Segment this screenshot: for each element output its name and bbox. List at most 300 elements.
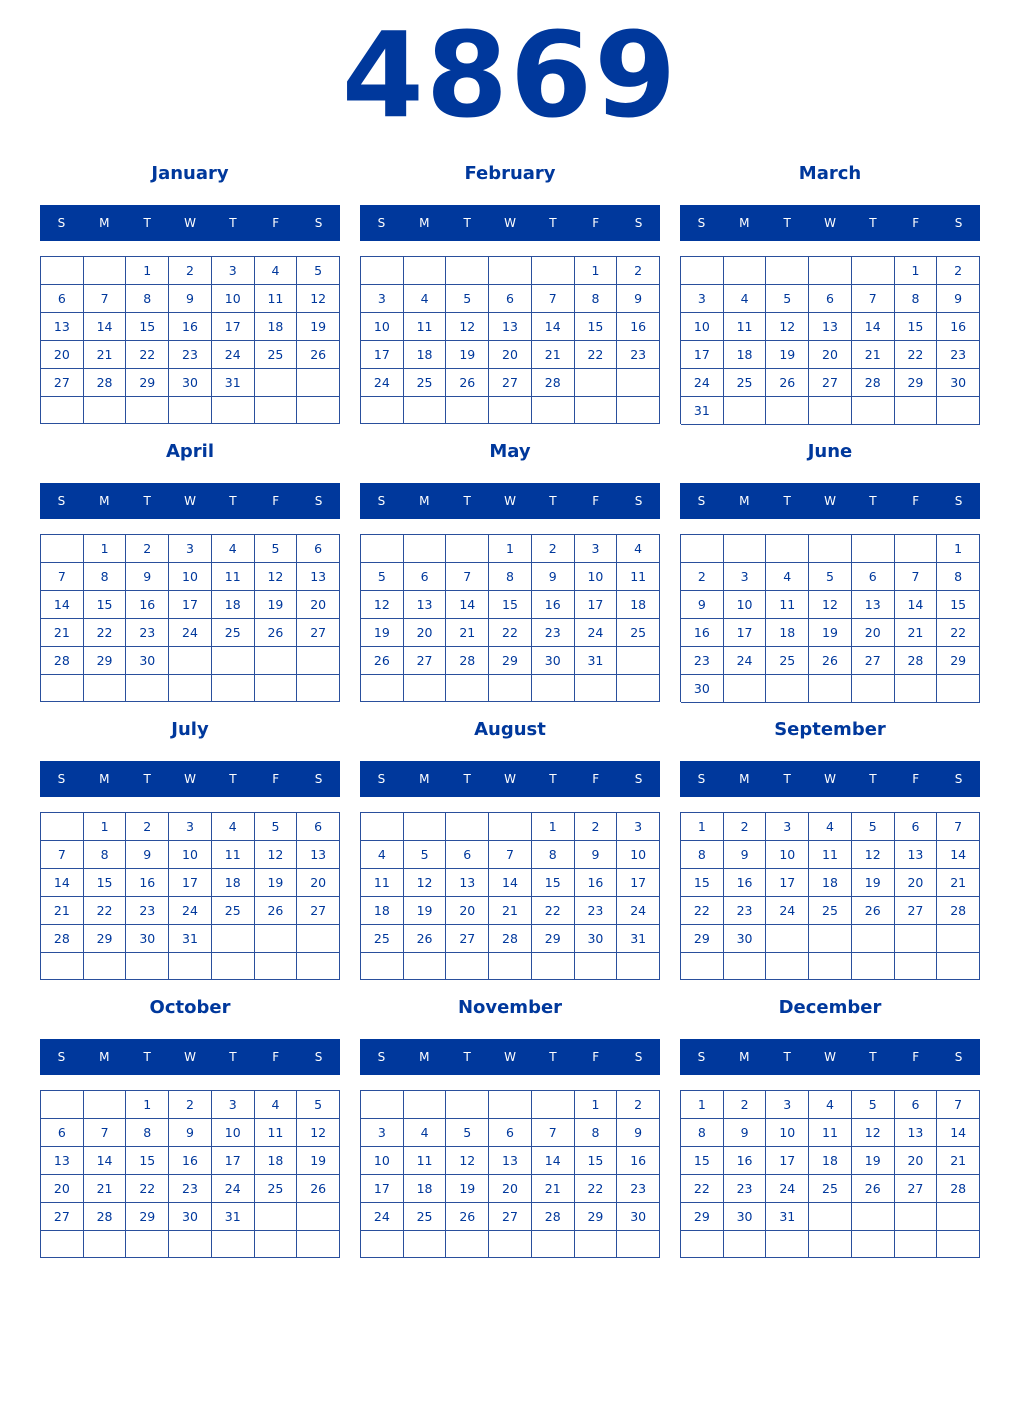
day-cell[interactable]: 18: [404, 341, 447, 369]
day-cell[interactable]: 22: [681, 1175, 724, 1203]
day-cell[interactable]: 5: [297, 1091, 340, 1119]
day-cell[interactable]: 23: [681, 647, 724, 675]
day-cell[interactable]: 25: [809, 1175, 852, 1203]
day-cell[interactable]: 11: [809, 1119, 852, 1147]
day-cell[interactable]: 23: [617, 341, 660, 369]
day-cell[interactable]: 28: [41, 925, 84, 953]
day-cell[interactable]: 14: [41, 869, 84, 897]
day-cell[interactable]: 14: [532, 313, 575, 341]
day-cell[interactable]: 13: [446, 869, 489, 897]
day-cell[interactable]: 8: [489, 563, 532, 591]
day-cell[interactable]: 22: [84, 897, 127, 925]
day-cell[interactable]: 1: [681, 1091, 724, 1119]
day-cell[interactable]: 10: [766, 1119, 809, 1147]
day-cell[interactable]: 19: [297, 313, 340, 341]
day-cell[interactable]: 24: [766, 897, 809, 925]
day-cell[interactable]: 19: [255, 591, 298, 619]
day-cell[interactable]: 21: [84, 1175, 127, 1203]
day-cell[interactable]: 25: [766, 647, 809, 675]
day-cell[interactable]: 6: [489, 285, 532, 313]
day-cell[interactable]: 19: [446, 1175, 489, 1203]
day-cell[interactable]: 16: [724, 869, 767, 897]
day-cell[interactable]: 7: [41, 841, 84, 869]
day-cell[interactable]: 16: [681, 619, 724, 647]
day-cell[interactable]: 17: [212, 1147, 255, 1175]
day-cell[interactable]: 15: [84, 591, 127, 619]
day-cell[interactable]: 4: [724, 285, 767, 313]
day-cell[interactable]: 18: [766, 619, 809, 647]
day-cell[interactable]: 20: [895, 1147, 938, 1175]
day-cell[interactable]: 14: [84, 1147, 127, 1175]
day-cell[interactable]: 25: [212, 619, 255, 647]
day-cell[interactable]: 28: [84, 1203, 127, 1231]
day-cell[interactable]: 13: [404, 591, 447, 619]
day-cell[interactable]: 5: [852, 1091, 895, 1119]
day-cell[interactable]: 28: [41, 647, 84, 675]
day-cell[interactable]: 13: [895, 841, 938, 869]
day-cell[interactable]: 16: [724, 1147, 767, 1175]
day-cell[interactable]: 24: [169, 619, 212, 647]
day-cell[interactable]: 11: [766, 591, 809, 619]
day-cell[interactable]: 20: [404, 619, 447, 647]
day-cell[interactable]: 2: [126, 535, 169, 563]
day-cell[interactable]: 26: [404, 925, 447, 953]
day-cell[interactable]: 12: [297, 1119, 340, 1147]
day-cell[interactable]: 17: [766, 1147, 809, 1175]
day-cell[interactable]: 3: [681, 285, 724, 313]
day-cell[interactable]: 6: [446, 841, 489, 869]
day-cell[interactable]: 10: [169, 841, 212, 869]
day-cell[interactable]: 18: [361, 897, 404, 925]
day-cell[interactable]: 2: [681, 563, 724, 591]
day-cell[interactable]: 14: [84, 313, 127, 341]
day-cell[interactable]: 9: [617, 1119, 660, 1147]
day-cell[interactable]: 9: [575, 841, 618, 869]
day-cell[interactable]: 11: [255, 1119, 298, 1147]
day-cell[interactable]: 4: [766, 563, 809, 591]
day-cell[interactable]: 3: [361, 285, 404, 313]
day-cell[interactable]: 17: [361, 1175, 404, 1203]
day-cell[interactable]: 10: [212, 1119, 255, 1147]
day-cell[interactable]: 6: [297, 535, 340, 563]
day-cell[interactable]: 7: [41, 563, 84, 591]
day-cell[interactable]: 14: [41, 591, 84, 619]
day-cell[interactable]: 15: [489, 591, 532, 619]
day-cell[interactable]: 20: [852, 619, 895, 647]
day-cell[interactable]: 5: [361, 563, 404, 591]
day-cell[interactable]: 2: [617, 1091, 660, 1119]
day-cell[interactable]: 8: [937, 563, 980, 591]
day-cell[interactable]: 24: [361, 369, 404, 397]
day-cell[interactable]: 9: [126, 841, 169, 869]
day-cell[interactable]: 7: [489, 841, 532, 869]
day-cell[interactable]: 22: [575, 341, 618, 369]
day-cell[interactable]: 30: [724, 925, 767, 953]
day-cell[interactable]: 25: [212, 897, 255, 925]
day-cell[interactable]: 24: [212, 341, 255, 369]
day-cell[interactable]: 24: [361, 1203, 404, 1231]
day-cell[interactable]: 6: [852, 563, 895, 591]
day-cell[interactable]: 8: [532, 841, 575, 869]
day-cell[interactable]: 8: [575, 1119, 618, 1147]
day-cell[interactable]: 14: [895, 591, 938, 619]
day-cell[interactable]: 27: [895, 1175, 938, 1203]
day-cell[interactable]: 22: [489, 619, 532, 647]
day-cell[interactable]: 15: [895, 313, 938, 341]
day-cell[interactable]: 18: [212, 591, 255, 619]
day-cell[interactable]: 14: [532, 1147, 575, 1175]
day-cell[interactable]: 15: [84, 869, 127, 897]
day-cell[interactable]: 23: [169, 341, 212, 369]
day-cell[interactable]: 10: [575, 563, 618, 591]
day-cell[interactable]: 17: [617, 869, 660, 897]
day-cell[interactable]: 2: [617, 257, 660, 285]
day-cell[interactable]: 12: [446, 313, 489, 341]
day-cell[interactable]: 5: [809, 563, 852, 591]
day-cell[interactable]: 2: [169, 257, 212, 285]
day-cell[interactable]: 22: [126, 341, 169, 369]
day-cell[interactable]: 2: [126, 813, 169, 841]
day-cell[interactable]: 22: [575, 1175, 618, 1203]
day-cell[interactable]: 14: [937, 1119, 980, 1147]
day-cell[interactable]: 5: [766, 285, 809, 313]
day-cell[interactable]: 26: [361, 647, 404, 675]
day-cell[interactable]: 10: [681, 313, 724, 341]
day-cell[interactable]: 4: [361, 841, 404, 869]
day-cell[interactable]: 25: [255, 1175, 298, 1203]
day-cell[interactable]: 19: [852, 1147, 895, 1175]
day-cell[interactable]: 14: [446, 591, 489, 619]
day-cell[interactable]: 26: [446, 369, 489, 397]
day-cell[interactable]: 2: [532, 535, 575, 563]
day-cell[interactable]: 31: [766, 1203, 809, 1231]
day-cell[interactable]: 12: [255, 841, 298, 869]
day-cell[interactable]: 13: [297, 841, 340, 869]
day-cell[interactable]: 25: [361, 925, 404, 953]
day-cell[interactable]: 28: [852, 369, 895, 397]
day-cell[interactable]: 30: [617, 1203, 660, 1231]
day-cell[interactable]: 14: [489, 869, 532, 897]
day-cell[interactable]: 23: [126, 897, 169, 925]
day-cell[interactable]: 18: [809, 869, 852, 897]
day-cell[interactable]: 3: [617, 813, 660, 841]
day-cell[interactable]: 19: [404, 897, 447, 925]
day-cell[interactable]: 20: [895, 869, 938, 897]
day-cell[interactable]: 26: [446, 1203, 489, 1231]
day-cell[interactable]: 1: [532, 813, 575, 841]
day-cell[interactable]: 3: [575, 535, 618, 563]
day-cell[interactable]: 31: [617, 925, 660, 953]
day-cell[interactable]: 31: [212, 369, 255, 397]
day-cell[interactable]: 5: [446, 285, 489, 313]
day-cell[interactable]: 22: [937, 619, 980, 647]
day-cell[interactable]: 13: [852, 591, 895, 619]
day-cell[interactable]: 15: [126, 1147, 169, 1175]
day-cell[interactable]: 26: [809, 647, 852, 675]
day-cell[interactable]: 5: [255, 813, 298, 841]
day-cell[interactable]: 6: [895, 1091, 938, 1119]
day-cell[interactable]: 27: [297, 897, 340, 925]
day-cell[interactable]: 21: [937, 869, 980, 897]
day-cell[interactable]: 21: [446, 619, 489, 647]
day-cell[interactable]: 24: [617, 897, 660, 925]
day-cell[interactable]: 27: [41, 1203, 84, 1231]
day-cell[interactable]: 4: [809, 1091, 852, 1119]
day-cell[interactable]: 4: [809, 813, 852, 841]
day-cell[interactable]: 9: [126, 563, 169, 591]
day-cell[interactable]: 14: [852, 313, 895, 341]
day-cell[interactable]: 15: [575, 313, 618, 341]
day-cell[interactable]: 19: [766, 341, 809, 369]
day-cell[interactable]: 18: [809, 1147, 852, 1175]
day-cell[interactable]: 7: [937, 813, 980, 841]
day-cell[interactable]: 12: [446, 1147, 489, 1175]
day-cell[interactable]: 21: [84, 341, 127, 369]
day-cell[interactable]: 11: [212, 841, 255, 869]
day-cell[interactable]: 29: [126, 369, 169, 397]
day-cell[interactable]: 16: [532, 591, 575, 619]
day-cell[interactable]: 29: [681, 1203, 724, 1231]
day-cell[interactable]: 15: [575, 1147, 618, 1175]
day-cell[interactable]: 8: [126, 1119, 169, 1147]
day-cell[interactable]: 9: [617, 285, 660, 313]
day-cell[interactable]: 12: [766, 313, 809, 341]
day-cell[interactable]: 2: [937, 257, 980, 285]
day-cell[interactable]: 10: [361, 1147, 404, 1175]
day-cell[interactable]: 15: [126, 313, 169, 341]
day-cell[interactable]: 27: [852, 647, 895, 675]
day-cell[interactable]: 26: [255, 619, 298, 647]
day-cell[interactable]: 1: [575, 257, 618, 285]
day-cell[interactable]: 8: [84, 841, 127, 869]
day-cell[interactable]: 30: [681, 675, 724, 703]
day-cell[interactable]: 9: [724, 1119, 767, 1147]
day-cell[interactable]: 28: [895, 647, 938, 675]
day-cell[interactable]: 19: [809, 619, 852, 647]
day-cell[interactable]: 4: [212, 535, 255, 563]
day-cell[interactable]: 11: [724, 313, 767, 341]
day-cell[interactable]: 4: [617, 535, 660, 563]
day-cell[interactable]: 27: [41, 369, 84, 397]
day-cell[interactable]: 1: [126, 257, 169, 285]
day-cell[interactable]: 18: [724, 341, 767, 369]
day-cell[interactable]: 17: [575, 591, 618, 619]
day-cell[interactable]: 18: [212, 869, 255, 897]
day-cell[interactable]: 20: [41, 1175, 84, 1203]
day-cell[interactable]: 13: [809, 313, 852, 341]
day-cell[interactable]: 20: [297, 869, 340, 897]
day-cell[interactable]: 2: [575, 813, 618, 841]
day-cell[interactable]: 1: [895, 257, 938, 285]
day-cell[interactable]: 29: [895, 369, 938, 397]
day-cell[interactable]: 7: [84, 285, 127, 313]
day-cell[interactable]: 30: [937, 369, 980, 397]
day-cell[interactable]: 5: [297, 257, 340, 285]
day-cell[interactable]: 21: [41, 897, 84, 925]
day-cell[interactable]: 23: [169, 1175, 212, 1203]
day-cell[interactable]: 27: [895, 897, 938, 925]
day-cell[interactable]: 21: [489, 897, 532, 925]
day-cell[interactable]: 24: [724, 647, 767, 675]
day-cell[interactable]: 18: [617, 591, 660, 619]
day-cell[interactable]: 17: [724, 619, 767, 647]
day-cell[interactable]: 29: [126, 1203, 169, 1231]
day-cell[interactable]: 23: [724, 1175, 767, 1203]
day-cell[interactable]: 3: [169, 813, 212, 841]
day-cell[interactable]: 1: [84, 813, 127, 841]
day-cell[interactable]: 20: [446, 897, 489, 925]
day-cell[interactable]: 28: [532, 1203, 575, 1231]
day-cell[interactable]: 26: [766, 369, 809, 397]
day-cell[interactable]: 27: [446, 925, 489, 953]
day-cell[interactable]: 24: [212, 1175, 255, 1203]
day-cell[interactable]: 30: [126, 925, 169, 953]
day-cell[interactable]: 26: [852, 1175, 895, 1203]
day-cell[interactable]: 30: [169, 1203, 212, 1231]
day-cell[interactable]: 11: [617, 563, 660, 591]
day-cell[interactable]: 21: [852, 341, 895, 369]
day-cell[interactable]: 28: [937, 897, 980, 925]
day-cell[interactable]: 26: [297, 341, 340, 369]
day-cell[interactable]: 30: [724, 1203, 767, 1231]
day-cell[interactable]: 14: [937, 841, 980, 869]
day-cell[interactable]: 12: [361, 591, 404, 619]
day-cell[interactable]: 11: [361, 869, 404, 897]
day-cell[interactable]: 28: [937, 1175, 980, 1203]
day-cell[interactable]: 3: [724, 563, 767, 591]
day-cell[interactable]: 8: [681, 841, 724, 869]
day-cell[interactable]: 12: [852, 841, 895, 869]
day-cell[interactable]: 23: [617, 1175, 660, 1203]
day-cell[interactable]: 25: [617, 619, 660, 647]
day-cell[interactable]: 29: [84, 647, 127, 675]
day-cell[interactable]: 6: [489, 1119, 532, 1147]
day-cell[interactable]: 17: [169, 869, 212, 897]
day-cell[interactable]: 7: [852, 285, 895, 313]
day-cell[interactable]: 17: [766, 869, 809, 897]
day-cell[interactable]: 24: [169, 897, 212, 925]
day-cell[interactable]: 28: [489, 925, 532, 953]
day-cell[interactable]: 11: [404, 1147, 447, 1175]
day-cell[interactable]: 5: [255, 535, 298, 563]
day-cell[interactable]: 29: [84, 925, 127, 953]
day-cell[interactable]: 8: [126, 285, 169, 313]
day-cell[interactable]: 24: [681, 369, 724, 397]
day-cell[interactable]: 8: [84, 563, 127, 591]
day-cell[interactable]: 8: [681, 1119, 724, 1147]
day-cell[interactable]: 12: [852, 1119, 895, 1147]
day-cell[interactable]: 10: [212, 285, 255, 313]
day-cell[interactable]: 21: [41, 619, 84, 647]
day-cell[interactable]: 11: [212, 563, 255, 591]
day-cell[interactable]: 7: [84, 1119, 127, 1147]
day-cell[interactable]: 4: [404, 1119, 447, 1147]
day-cell[interactable]: 19: [852, 869, 895, 897]
day-cell[interactable]: 3: [361, 1119, 404, 1147]
day-cell[interactable]: 7: [532, 285, 575, 313]
day-cell[interactable]: 23: [575, 897, 618, 925]
day-cell[interactable]: 16: [937, 313, 980, 341]
day-cell[interactable]: 19: [361, 619, 404, 647]
day-cell[interactable]: 31: [169, 925, 212, 953]
day-cell[interactable]: 7: [532, 1119, 575, 1147]
day-cell[interactable]: 5: [404, 841, 447, 869]
day-cell[interactable]: 1: [681, 813, 724, 841]
day-cell[interactable]: 6: [404, 563, 447, 591]
day-cell[interactable]: 27: [809, 369, 852, 397]
day-cell[interactable]: 17: [361, 341, 404, 369]
day-cell[interactable]: 15: [681, 869, 724, 897]
day-cell[interactable]: 11: [255, 285, 298, 313]
day-cell[interactable]: 16: [617, 1147, 660, 1175]
day-cell[interactable]: 27: [489, 369, 532, 397]
day-cell[interactable]: 27: [404, 647, 447, 675]
day-cell[interactable]: 31: [575, 647, 618, 675]
day-cell[interactable]: 21: [937, 1147, 980, 1175]
day-cell[interactable]: 26: [255, 897, 298, 925]
day-cell[interactable]: 11: [809, 841, 852, 869]
day-cell[interactable]: 11: [404, 313, 447, 341]
day-cell[interactable]: 1: [575, 1091, 618, 1119]
day-cell[interactable]: 5: [446, 1119, 489, 1147]
day-cell[interactable]: 3: [212, 1091, 255, 1119]
day-cell[interactable]: 9: [681, 591, 724, 619]
day-cell[interactable]: 5: [852, 813, 895, 841]
day-cell[interactable]: 25: [809, 897, 852, 925]
day-cell[interactable]: 1: [84, 535, 127, 563]
day-cell[interactable]: 12: [809, 591, 852, 619]
day-cell[interactable]: 3: [212, 257, 255, 285]
day-cell[interactable]: 18: [255, 313, 298, 341]
day-cell[interactable]: 23: [126, 619, 169, 647]
day-cell[interactable]: 9: [532, 563, 575, 591]
day-cell[interactable]: 10: [169, 563, 212, 591]
day-cell[interactable]: 12: [404, 869, 447, 897]
day-cell[interactable]: 15: [937, 591, 980, 619]
day-cell[interactable]: 1: [937, 535, 980, 563]
day-cell[interactable]: 23: [532, 619, 575, 647]
day-cell[interactable]: 30: [532, 647, 575, 675]
day-cell[interactable]: 29: [575, 1203, 618, 1231]
day-cell[interactable]: 22: [84, 619, 127, 647]
day-cell[interactable]: 20: [41, 341, 84, 369]
day-cell[interactable]: 13: [489, 313, 532, 341]
day-cell[interactable]: 1: [489, 535, 532, 563]
day-cell[interactable]: 29: [681, 925, 724, 953]
day-cell[interactable]: 16: [617, 313, 660, 341]
day-cell[interactable]: 4: [255, 1091, 298, 1119]
day-cell[interactable]: 25: [255, 341, 298, 369]
day-cell[interactable]: 4: [404, 285, 447, 313]
day-cell[interactable]: 1: [126, 1091, 169, 1119]
day-cell[interactable]: 2: [169, 1091, 212, 1119]
day-cell[interactable]: 23: [724, 897, 767, 925]
day-cell[interactable]: 6: [297, 813, 340, 841]
day-cell[interactable]: 12: [297, 285, 340, 313]
day-cell[interactable]: 4: [255, 257, 298, 285]
day-cell[interactable]: 17: [681, 341, 724, 369]
day-cell[interactable]: 21: [532, 1175, 575, 1203]
day-cell[interactable]: 13: [895, 1119, 938, 1147]
day-cell[interactable]: 27: [297, 619, 340, 647]
day-cell[interactable]: 28: [532, 369, 575, 397]
day-cell[interactable]: 22: [532, 897, 575, 925]
day-cell[interactable]: 8: [575, 285, 618, 313]
day-cell[interactable]: 26: [297, 1175, 340, 1203]
day-cell[interactable]: 25: [404, 369, 447, 397]
day-cell[interactable]: 22: [895, 341, 938, 369]
day-cell[interactable]: 6: [41, 1119, 84, 1147]
